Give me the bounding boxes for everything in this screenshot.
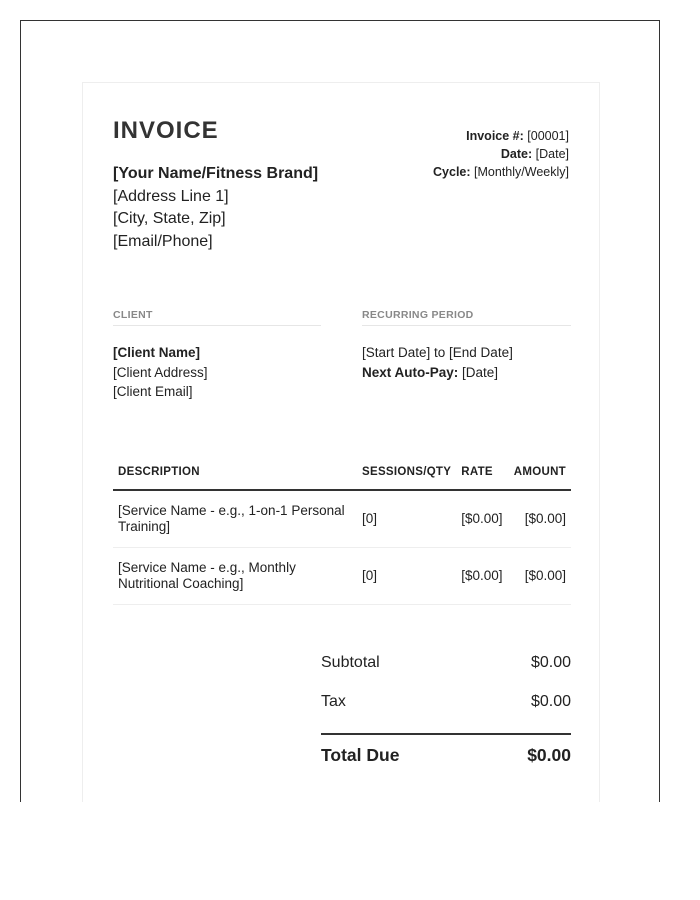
row-description: [Service Name - e.g., Monthly Nutritional Coaching] — [113, 548, 357, 605]
sender-city-state-zip: [City, State, Zip] — [113, 210, 226, 227]
autopay-label: Next Auto-Pay: — [362, 364, 459, 380]
client-section — [113, 309, 321, 402]
tax-value: $0.00 — [530, 692, 571, 710]
invoice-cycle-label: Cycle: — [433, 165, 471, 179]
recurring-period-section — [362, 309, 571, 382]
col-amount: AMOUNT — [508, 455, 571, 490]
sender-contact: [Email/Phone] — [113, 232, 213, 250]
table-row — [113, 548, 571, 605]
autopay-line — [362, 363, 571, 383]
period-range: [Start Date] to [End Date] — [362, 345, 513, 360]
autopay-value: [Date] — [462, 364, 499, 380]
recurring-period-heading: RECURRING PERIOD — [362, 309, 571, 326]
invoice-sheet — [82, 82, 600, 802]
invoice-date-label: Date: — [500, 147, 533, 161]
row-rate: [$0.00] — [456, 490, 508, 548]
col-rate: RATE — [456, 455, 508, 490]
tax-label: Tax — [321, 692, 346, 710]
client-email: [Client Email] — [113, 384, 193, 399]
sender-block — [113, 163, 318, 253]
col-description: DESCRIPTION — [113, 455, 357, 490]
subtotal-label: Subtotal — [321, 653, 380, 671]
invoice-number-label: Invoice #: — [466, 129, 524, 143]
invoice-date-value: [Date] — [535, 147, 569, 161]
total-due-row — [321, 733, 571, 766]
client-heading: CLIENT — [113, 309, 321, 326]
sender-name: [Your Name/Fitness Brand] — [113, 165, 319, 182]
invoice-number-line — [433, 127, 569, 145]
row-qty: [0] — [357, 548, 456, 605]
table-header-row — [113, 455, 571, 490]
invoice-cycle-value: [Monthly/Weekly] — [474, 165, 569, 179]
invoice-meta — [433, 127, 569, 181]
invoice-date-line — [433, 145, 569, 163]
client-details — [113, 343, 321, 402]
subtotal-row — [321, 643, 571, 682]
row-qty: [0] — [357, 490, 456, 548]
client-address: [Client Address] — [113, 364, 208, 380]
sender-address: [Address Line 1] — [113, 187, 229, 205]
tax-row — [321, 682, 571, 721]
invoice-cycle-line — [433, 163, 569, 181]
recurring-period-details — [362, 343, 571, 382]
row-description: [Service Name - e.g., 1-on-1 Personal Training] — [113, 490, 357, 548]
page-frame — [20, 20, 660, 802]
table-row — [113, 490, 571, 548]
total-due-label: Total Due — [321, 745, 400, 765]
invoice-title: INVOICE — [113, 117, 219, 144]
client-name: [Client Name] — [113, 345, 201, 360]
line-items-table — [113, 455, 571, 605]
total-due-value: $0.00 — [527, 745, 571, 765]
col-sessions-qty: SESSIONS/QTY — [357, 455, 456, 490]
row-amount: [$0.00] — [508, 490, 571, 548]
row-amount: [$0.00] — [508, 548, 571, 605]
invoice-number-value: [00001] — [527, 129, 569, 143]
totals-section — [321, 643, 571, 766]
row-rate: [$0.00] — [456, 548, 508, 605]
subtotal-value: $0.00 — [530, 653, 571, 671]
